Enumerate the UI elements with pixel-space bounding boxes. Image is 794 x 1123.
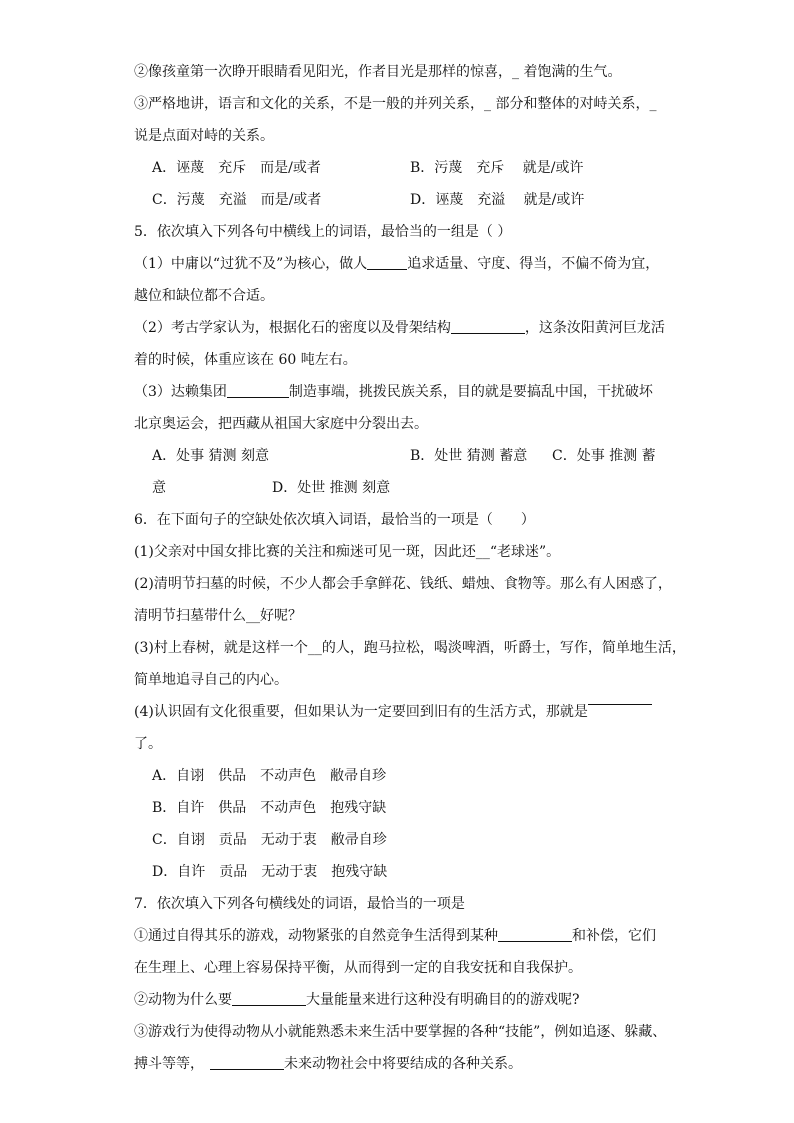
- q7-s1-text-b: 和补偿，它们: [572, 928, 656, 944]
- q5-option-a: A．处事 猜测 刻意: [152, 448, 270, 464]
- q5-sentence-2-line2: 着的时候，体重应该在 60 吨左右。: [134, 352, 357, 368]
- q4-sentence-2: ②像孩童第一次睁开眼睛看见阳光，作者目光是那样的惊喜，_ 着饱满的生气。: [134, 64, 622, 80]
- q5-s3-blank: [227, 383, 289, 398]
- q5-stem: 5．依次填入下列各句中横线上的词语，最恰当的一组是（ ）: [134, 224, 512, 240]
- q7-sentence-1-line2: 在生理上、心理上容易保持平衡，从而得到一定的自我安抚和自我保护。: [134, 960, 582, 976]
- q7-s3-text-b: 未来动物社会中将要结成的各种关系。: [284, 1056, 522, 1072]
- q5-s2-text-b: ，这条汝阳黄河巨龙活: [524, 320, 665, 336]
- q5-sentence-3-line2: 北京奥运会，把西藏从祖国大家庭中分裂出去。: [134, 416, 428, 432]
- q7-s2-text-a: ②动物为什么要: [134, 992, 232, 1008]
- q6-sentence-3-line2: 简单地追寻自己的内心。: [134, 672, 288, 688]
- q4-option-d: D．诬蔑 充溢 就是/或许: [410, 192, 585, 208]
- q5-option-c: C．处事 推测 蓄: [552, 448, 656, 464]
- q7-sentence-2: [134, 990, 580, 1010]
- q7-s1-blank: [498, 927, 572, 942]
- q6-sentence-3-line1: (3)村上春树，就是这样一个__的人，跑马拉松，喝淡啤酒，听爵士，写作，简单地生活，: [134, 640, 686, 656]
- q7-s3-blank: [210, 1055, 284, 1070]
- q5-option-b: B．处世 猜测 蓄意: [410, 448, 528, 464]
- q6-stem: 6．在下面句子的空缺处依次填入词语，最恰当的一项是（ ）: [134, 512, 535, 528]
- q4-option-b: B．污蔑 充斥 就是/或许: [410, 160, 584, 176]
- q4-sentence-3-line1: ③严格地讲，语言和文化的关系，不是一般的并列关系，_ 部分和整体的对峙关系，_: [134, 96, 657, 112]
- q6-sentence-1: (1)父亲对中国女排比赛的关注和痴迷可见一斑，因此还__“老球迷”。: [134, 544, 561, 560]
- q5-sentence-1-line1: [134, 254, 659, 274]
- q6-s4-blank: [588, 704, 652, 715]
- q6-sentence-2-line2: 清明节扫墓带什么__好呢？: [134, 608, 302, 624]
- q5-s2-text-a: （2）考古学家认为，根据化石的密度以及骨架结构: [134, 320, 451, 336]
- q5-s3-text-a: （3）达赖集团: [134, 384, 227, 400]
- q4-option-c: C．污蔑 充溢 而是/或者: [152, 192, 322, 208]
- q7-s2-text-b: 大量能量来进行这种没有明确目的的游戏呢?: [306, 992, 580, 1008]
- q6-option-b: B．自许 供品 不动声色 抱残守缺: [152, 800, 387, 816]
- q7-s2-blank: [232, 991, 306, 1006]
- q6-option-a: A．自诩 供品 不动声色 敝帚自珍: [152, 768, 387, 784]
- q5-option-d: D．处世 推测 刻意: [272, 480, 391, 496]
- q5-s1-text-b: 追求适量、守度、得当，不偏不倚为宜，: [407, 256, 660, 272]
- q7-sentence-3-line1: ③游戏行为使得动物从小就能熟悉未来生活中要掌握的各种“技能”，例如追逐、躲藏、: [134, 1024, 667, 1040]
- q6-sentence-2-line1: (2)清明节扫墓的时候，不少人都会手拿鲜花、钱纸、蜡烛、食物等。那么有人困惑了，: [134, 576, 672, 592]
- q5-option-c-continued: 意: [152, 480, 166, 496]
- q5-s1-text-a: （1）中庸以“过犹不及”为核心，做人: [134, 256, 368, 272]
- q5-s3-text-b: 制造事端，挑拨民族关系，目的就是要搞乱中国，干扰破坏: [288, 384, 653, 400]
- q7-sentence-3-line2: [134, 1054, 522, 1074]
- q5-s1-blank: [367, 255, 407, 270]
- q7-s3-text-a: 搏斗等等，: [134, 1056, 204, 1072]
- q5-s2-blank: [451, 319, 525, 334]
- q7-stem: 7．依次填入下列各句横线处的词语，最恰当的一项是: [134, 896, 465, 912]
- q5-sentence-2-line1: [134, 318, 665, 338]
- q6-sentence-4-line1: [134, 702, 652, 722]
- q7-sentence-1-line1: [134, 926, 656, 946]
- q4-option-a: A．诬蔑 充斥 而是/或者: [152, 160, 321, 176]
- q6-s4-text-a: (4)认识固有文化很重要，但如果认为一定要回到旧有的生活方式，那就是: [134, 704, 588, 720]
- q4-sentence-3-line2: 说是点面对峙的关系。: [134, 128, 274, 144]
- q6-option-d: D．自许 贡品 无动于衷 抱残守缺: [152, 864, 388, 880]
- q5-sentence-3-line1: [134, 382, 653, 402]
- q5-sentence-1-line2: 越位和缺位都不合适。: [134, 288, 274, 304]
- q6-option-c: C．自诩 贡品 无动于衷 敝帚自珍: [152, 832, 387, 848]
- q7-s1-text-a: ①通过自得其乐的游戏，动物紧张的自然竞争生活得到某种: [134, 928, 498, 944]
- q6-sentence-4-line2: 了。: [134, 736, 162, 752]
